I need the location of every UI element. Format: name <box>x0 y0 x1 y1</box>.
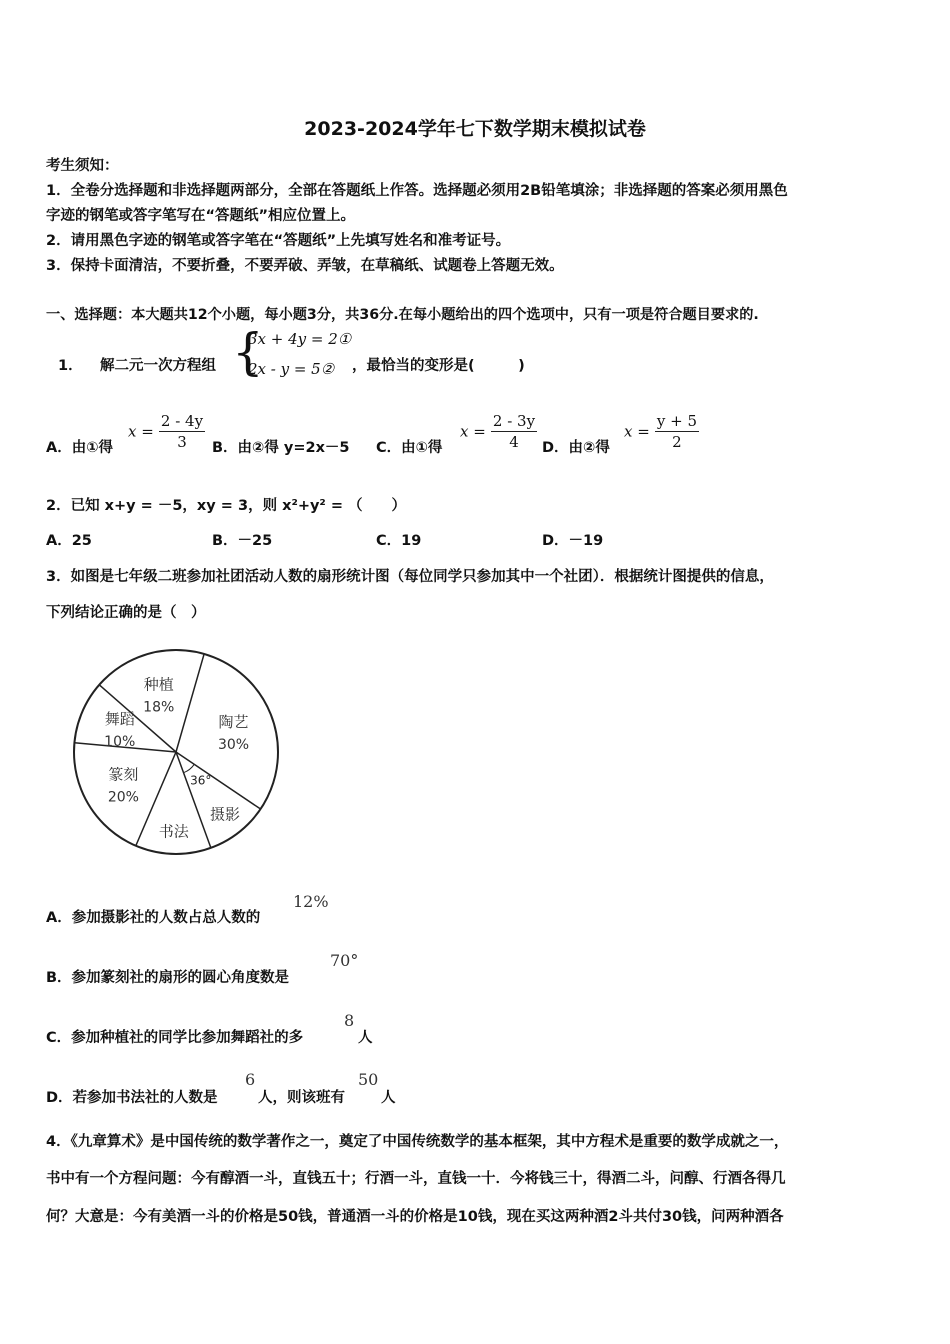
q1-option-a-numerator: 2 - 4y <box>160 412 204 430</box>
q1-equation-1: 3x + 4y = 2① <box>248 330 352 348</box>
q1-number: 1． <box>58 358 83 374</box>
q1-option-c-denominator: 4 <box>509 433 519 451</box>
q3-option-d-unit: 人 <box>381 1090 396 1106</box>
q1-option-c-numerator: 2 - 3y <box>492 412 536 430</box>
notice-item-2: 2．请用黑色字迹的钢笔或答字笔在“答题纸”上先填写姓名和准考证号。 <box>46 233 511 249</box>
q1-option-d-x: x = <box>624 422 650 441</box>
pie-slice-label-0: 陶艺 <box>218 713 249 732</box>
q3-option-c-text: C．参加种植社的同学比参加舞蹈社的多 <box>46 1030 304 1046</box>
notice-item-1-line-2: 字迹的钢笔或答字笔写在“答题纸”相应位置上。 <box>46 208 356 224</box>
q4-line-1: 4．《九章算术》是中国传统的数学著作之一，奠定了中国传统数学的基本框架，其中方程术是重要的数学成就之一， <box>46 1134 789 1150</box>
q1-option-d-label: D．由②得 <box>542 440 610 456</box>
q1-option-d-formula <box>624 411 699 452</box>
q1-option-c-formula <box>460 411 537 452</box>
q1-option-d-denominator: 2 <box>672 433 682 451</box>
pie-slice-label-3: 篆刻 <box>108 765 139 784</box>
q1-option-d-numerator: y + 5 <box>656 412 698 430</box>
pie-slice-value-3: 20% <box>107 789 139 806</box>
section-heading-choice: 一、选择题：本大题共12个小题，每小题3分，共36分.在每小题给出的四个选项中，只有一项是符合题目要求的. <box>46 307 759 323</box>
q1-option-a-formula <box>128 411 205 452</box>
q3-option-a-text: A．参加摄影社的人数占总人数的 <box>46 910 261 926</box>
q1-stem: 解二元一次方程组 <box>100 358 216 374</box>
notice-item-3: 3．保持卡面清洁，不要折叠，不要弄破、弄皱，在草稿纸、试题卷上答题无效。 <box>46 258 564 274</box>
pie-slice-value-0: 30% <box>217 737 250 754</box>
q1-system-brace: { <box>232 323 264 381</box>
q4-line-3: 何？大意是：今有美酒一斗的价格是50钱，普通酒一斗的价格是10钱，现在买这两种酒2斗共付30钱，问两种酒各 <box>46 1209 784 1225</box>
q3-stem-line-2: 下列结论正确的是（ ） <box>46 605 206 621</box>
q2-option-b: B．－25 <box>212 533 273 549</box>
q1-option-a-denominator: 3 <box>177 433 187 451</box>
q3-option-d-value-2: 50 <box>358 1070 379 1089</box>
q3-option-d-mid: 人，则该班有 <box>258 1090 345 1106</box>
q1-option-a-x: x = <box>128 422 154 441</box>
q2-option-c: C．19 <box>376 533 422 549</box>
q1-option-c-label: C．由①得 <box>376 440 443 456</box>
q1-equation-2: 2x - y = 5② <box>248 360 335 378</box>
q1-option-c-x: x = <box>460 422 486 441</box>
pie-slice-label-4: 舞蹈 <box>104 709 135 728</box>
q1-option-b: B．由②得 y=2x－5 <box>212 440 350 456</box>
q2-option-a: A．25 <box>46 533 92 549</box>
q3-option-b-text: B．参加篆刻社的扇形的圆心角度数是 <box>46 970 290 986</box>
q3-option-c-unit: 人 <box>358 1030 373 1046</box>
q2-stem: 2．已知 x+y = －5，xy = 3，则 x²+y² = （ ） <box>46 498 407 514</box>
page-title: 2023-2024学年七下数学期末模拟试卷 <box>304 118 646 140</box>
pie-slice-label-2: 书法 <box>158 822 189 841</box>
pie-slice-label-1: 摄影 <box>209 805 240 824</box>
angle-annotation: 36° <box>190 773 212 788</box>
pie-slice-value-5: 18% <box>143 699 175 716</box>
q3-option-d-value-1: 6 <box>245 1070 256 1089</box>
q1-stem-tail: ，最恰当的变形是( ) <box>352 358 525 374</box>
q2-option-d: D．－19 <box>542 533 604 549</box>
q4-line-2: 书中有一个方程问题：今有醇酒一斗，直钱五十；行酒一斗，直钱一十．今将钱三十，得酒二斗，问醇、行酒各得几 <box>46 1171 786 1187</box>
q1-option-a-label: A．由①得 <box>46 440 113 456</box>
q3-option-c-value: 8 <box>344 1011 355 1030</box>
notice-heading: 考生须知： <box>46 158 119 174</box>
q3-option-d-text: D．若参加书法社的人数是 <box>46 1090 218 1106</box>
pie-slice-value-4: 10% <box>104 733 136 750</box>
q3-stem-line-1: 3．如图是七年级二班参加社团活动人数的扇形统计图（每位同学只参加其中一个社团）．根据统计图提供的信息， <box>46 569 774 585</box>
q3-option-a-value: 12% <box>293 892 329 911</box>
notice-item-1-line-1: 1．全卷分选择题和非选择题两部分，全部在答题纸上作答。选择题必须用2B铅笔填涂；非选择题的答案必须用黑色 <box>46 183 788 199</box>
q3-option-b-value: 70° <box>330 951 359 970</box>
pie-slice-label-5: 种植 <box>143 675 174 694</box>
pie-chart <box>66 640 296 870</box>
